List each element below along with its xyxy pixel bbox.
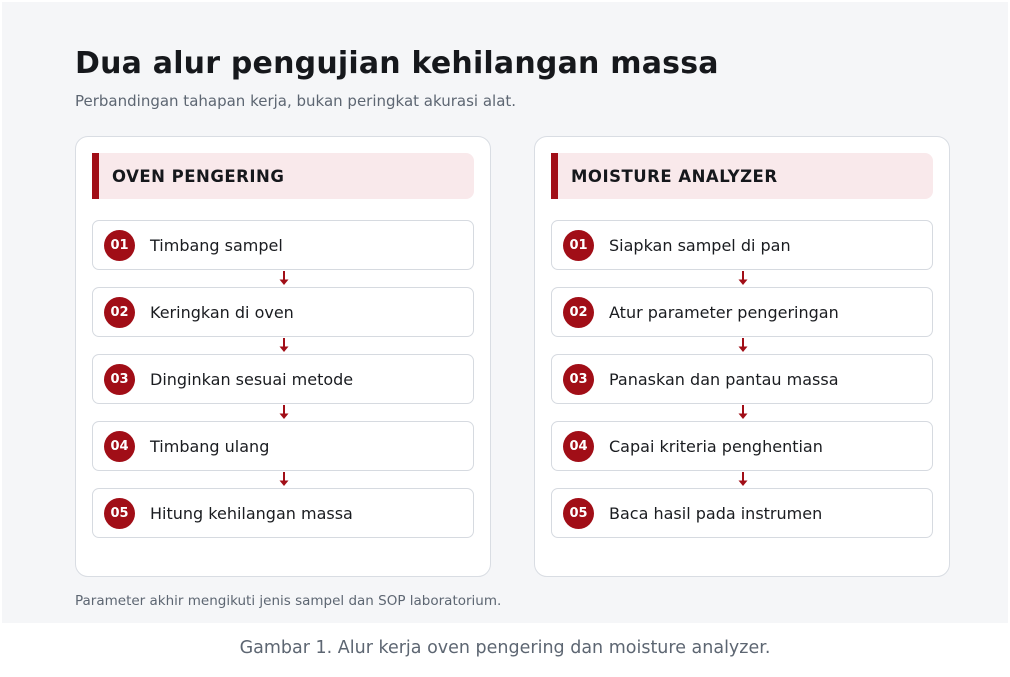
step-number-badge: 04	[104, 431, 135, 462]
flow-card-oven	[75, 136, 491, 577]
flow-header-moisture-analyzer: MOISTURE ANALYZER	[551, 153, 933, 199]
step-number-badge: 02	[563, 297, 594, 328]
arrow-down-icon	[736, 471, 750, 488]
flow-step	[551, 354, 933, 404]
step-label: Keringkan di oven	[150, 302, 294, 322]
step-number-badge: 02	[104, 297, 135, 328]
step-label: Baca hasil pada instrumen	[609, 503, 823, 523]
step-label: Panaskan dan pantau massa	[609, 369, 839, 389]
page-subtitle: Perbandingan tahapan kerja, bukan peringkat akurasi alat.	[75, 92, 517, 110]
step-label: Dinginkan sesuai metode	[150, 369, 354, 389]
step-number-badge: 04	[563, 431, 594, 462]
step-number-badge: 01	[563, 230, 594, 261]
step-label: Timbang ulang	[150, 436, 270, 456]
flow-step	[551, 220, 933, 270]
step-number-badge: 05	[104, 498, 135, 529]
step-label: Timbang sampel	[150, 235, 283, 255]
flow-step	[551, 488, 933, 538]
arrow-down-icon	[277, 337, 291, 354]
step-label: Siapkan sampel di pan	[609, 235, 791, 255]
footnote: Parameter akhir mengikuti jenis sampel dan SOP laboratorium.	[75, 593, 502, 609]
page-title: Dua alur pengujian kehilangan massa	[75, 46, 719, 81]
arrow-down-icon	[277, 270, 291, 287]
step-number-badge: 03	[563, 364, 594, 395]
flow-step	[92, 287, 474, 337]
arrow-down-icon	[736, 337, 750, 354]
step-number-badge: 05	[563, 498, 594, 529]
step-label: Hitung kehilangan massa	[150, 503, 353, 523]
step-number-badge: 03	[104, 364, 135, 395]
flow-step	[551, 421, 933, 471]
flow-step	[92, 220, 474, 270]
arrow-down-icon	[277, 471, 291, 488]
arrow-down-icon	[736, 270, 750, 287]
step-label: Capai kriteria penghentian	[609, 436, 823, 456]
arrow-down-icon	[736, 404, 750, 421]
flow-step	[92, 488, 474, 538]
figure-caption: Gambar 1. Alur kerja oven pengering dan moisture analyzer.	[239, 638, 771, 658]
step-label: Atur parameter pengeringan	[609, 302, 839, 322]
arrow-down-icon	[277, 404, 291, 421]
step-number-badge: 01	[104, 230, 135, 261]
figure-panel	[2, 2, 1008, 623]
flow-step	[92, 421, 474, 471]
flow-step	[92, 354, 474, 404]
flow-step	[551, 287, 933, 337]
flow-card-moisture-analyzer	[534, 136, 950, 577]
flow-header-oven: OVEN PENGERING	[92, 153, 474, 199]
